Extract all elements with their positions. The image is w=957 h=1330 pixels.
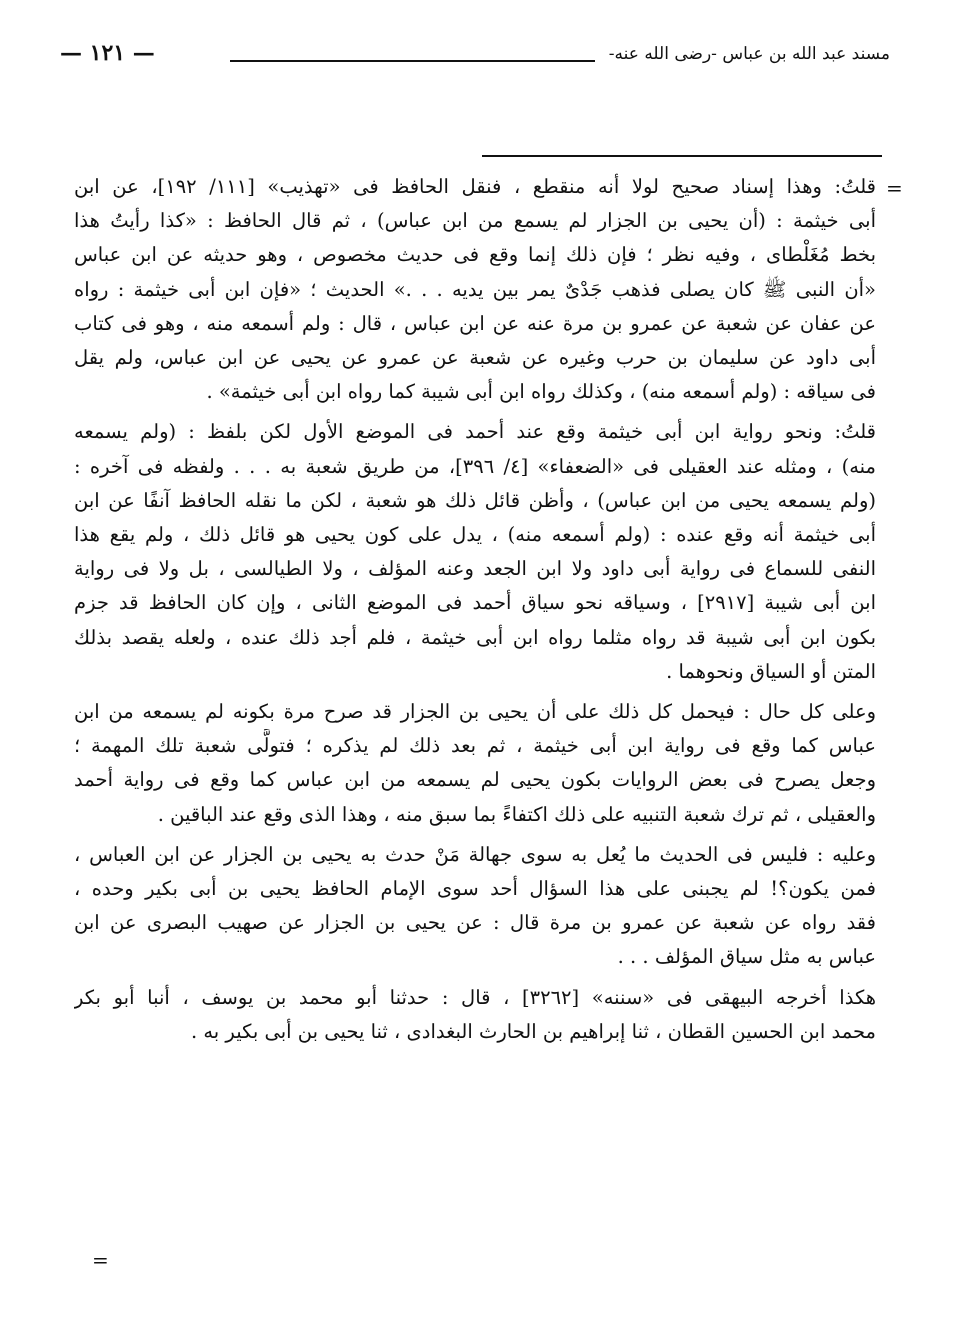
text-line: عباس به مثل سياق المؤلف . . . xyxy=(617,945,876,969)
text-line: «أن النبى ﷺ كان يصلى فذهب جَدْىٌ يمر بين يديه . . .» الحديث ؛ «فإن ابن أبى خيثمة : رواه xyxy=(74,277,876,301)
paragraph xyxy=(74,170,876,409)
paragraph xyxy=(74,415,876,689)
text-line: عن عفان عن شعبة عن عمرو بن مرة عنه عن ابن عباس ، قال : ولم أسمعه منه ، وهو فى كتاب xyxy=(74,311,876,335)
text-line: وعليه : فليس فى الحديث ما يُعل به سوى جهالة مَنْ حدث به يحيى بن الجزار عن ابن العباس ، xyxy=(74,842,876,866)
paragraph xyxy=(74,981,876,1049)
text-line: والعقيلى ، ثم ترك شعبة التنبيه على ذلك اكتفاءً بما سبق منه ، وهذا الذى وقع عند الباقين . xyxy=(157,802,876,826)
page-number: — ١٢١ — xyxy=(60,40,155,66)
text-line: فى سياقه : (ولم أسمعه منه) ، وكذلك رواه ابن أبى شيبة كما رواه ابن أبى خيثمة» . xyxy=(206,380,876,404)
text-line: فمن يكون؟! لم يجبنى على هذا السؤال أحد سوى الإمام الحافظ يحيى بن أبى بكير وحده ، xyxy=(74,877,876,901)
text-line: قلتُ: وهذا إسناد صحيح لولا أنه منقطع ، فنقل الحافظ فى «تهذيب» [١١١/ ١٩٢]، عن ابن xyxy=(74,175,876,198)
header-title: مسند عبد الله بن عباس -رضى الله عنه- xyxy=(608,44,890,64)
paragraph xyxy=(74,838,876,975)
text-line: بخط مُغَلْطاى ، وفيه نظر ؛ فإن ذلك إنما وقع فى حديث مخصوص ، وهو حديثه عن ابن عباس xyxy=(74,243,876,267)
text-line: وعلى كل حال : فيحمل كل ذلك على أن يحيى بن الجزار قد صرح مرة بكونه لم يسمعه من ابن xyxy=(74,700,876,724)
continuation-marker-bottom: = xyxy=(92,1248,109,1272)
text-line: محمد ابن الحسين القطان ، ثنا إبراهيم بن الحارث البغدادى ، ثنا يحيى بن أبى بكير به . xyxy=(190,1019,876,1043)
text-line: أبى داود عن سليمان بن حرب وغيره عن شعبة عن عمرو عن يحيى عن ابن عباس، ولم يقل xyxy=(74,346,876,370)
text-line: قلتُ: ونحو رواية ابن أبى خيثمة وقع عند أحمد فى الموضع الأول لكن بلفظ : (ولم يسمعه xyxy=(74,420,876,444)
page-number-value: ١٢١ xyxy=(89,40,126,66)
text-line: فقد رواه عن شعبة عن عمرو بن مرة قال : عن يحيى بن الجزار عن صهيب البصرى عن ابن xyxy=(74,911,876,935)
text-line: عباس كما وقع فى رواية ابن أبى خيثمة ، ثم بعد ذلك لم يذكره ؛ فتولَّى شعبة تلك المهمة ؛ xyxy=(74,734,876,758)
text-line: وجعل يصرح فى بعض الروايات بكون يحيى لم يسمعه من ابن عباس كما وقع فى رواية أحمد xyxy=(74,768,876,792)
running-header xyxy=(60,38,890,78)
header-rule xyxy=(230,60,595,62)
text-line: (ولم يسمعه يحيى من ابن عباس) ، وأظن قائل ذلك هو شعبة ، لكن ما نقله الحافظ آنفًا عن ابن xyxy=(74,488,876,512)
text-line: النفى للسماع فى رواية أبى داود ولا ابن الجعد وعنه المؤلف ، ولا الطيالسى ، بل ولا فى رواية xyxy=(74,557,876,581)
text-line: ابن أبى شيبة [٢٩١٧] ، وسياقه نحو سياق أحمد فى الموضع الثانى ، وإن كان الحافظ قد جزم xyxy=(74,591,876,615)
text-line: المتن أو السياق ونحوهما . xyxy=(666,659,876,683)
text-line: هكذا أخرجه البيهقى فى «سننه» [٣٢٦٢] ، قال : حدثنا أبو محمد بن يوسف ، أنبا أبو بكر xyxy=(74,985,876,1009)
text-line: أبى خيثمة أنه وقع عنده : (ولم أسمعه منه) ، يدل على كون يحيى هو قائل ذلك ، ولم يقع هذا xyxy=(74,523,876,547)
text-line: منه) ، ومثله عند العقيلى فى «الضعفاء» [٤/ ٣٩٦]، من طريق شعبة به . . . ولفظه فى آخره : xyxy=(74,454,876,478)
paragraph xyxy=(74,695,876,832)
footnote-separator xyxy=(482,155,882,157)
footnote-text xyxy=(74,170,876,1055)
text-line: بكون ابن أبى شيبة قد رواه مثلما رواه ابن أبى خيثمة ، فلم أجد ذلك عنده ، ولعله يقصد بذلك xyxy=(74,625,876,649)
text-line: أبى خيثمة : (أن يحيى بن الجزار لم يسمع من ابن عباس) ، ثم قال الحافظ : «كذا رأيتُ هذا xyxy=(74,209,876,233)
continuation-marker-top: = xyxy=(886,176,903,200)
